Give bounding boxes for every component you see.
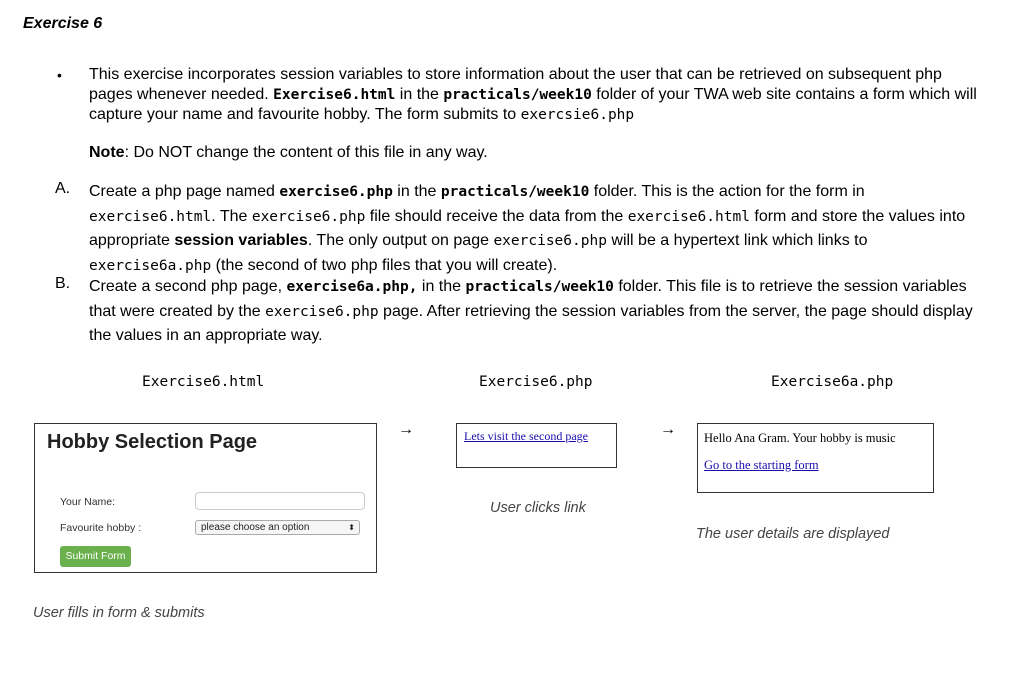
filename-exercsie6-php: exercsie6.php [520,107,635,123]
note-text: : Do NOT change the content of this file in any way. [124,144,488,161]
step-a-text: folder. This is the action for the form in [589,183,865,200]
step-a-file: exercise6.html [89,208,212,225]
hobby-label: Favourite hobby : [60,522,142,534]
hobby-select[interactable] [195,520,360,535]
step-a-text: file should receive the data from the [365,207,628,225]
hobby-select-value: please choose an option [201,522,310,533]
exercise6-php-panel [456,423,617,468]
intro-paragraph [89,65,989,126]
form-note: User fills in form & submits [33,605,205,621]
step-a-file: exercise6a.php [89,257,212,274]
step-b-paragraph [89,275,989,348]
step-b-file: exercise6.php [265,303,379,320]
step-a-paragraph [89,180,989,278]
hello-message: Hello Ana Gram. Your hobby is music [704,431,896,445]
step-a-text: (the second of two php files that you will create). [211,256,558,274]
step-a-file: exercise6.php [493,233,607,250]
step-b-text: in the [417,278,466,295]
step-b-text: folder. This file is to retrieve the session variables that were created by the [89,278,967,320]
session-variables-term: session variables [174,232,308,250]
step-a-file: exercise6.php [279,184,393,200]
step-b-text: page. After retrieving the session variables from the server, the page should display the values in an appropriate way. [89,302,973,345]
caption-exercise6-html: Exercise6.html [142,374,265,390]
step-a-text: Create a php page named [89,183,280,200]
name-label: Your Name: [60,496,116,508]
step-a-text: in the [392,183,441,200]
php-a-note: The user details are displayed [696,526,890,542]
bullet-icon: • [57,67,62,83]
php-note: User clicks link [490,500,586,516]
folder-practicals-week10: practicals/week10 [443,86,592,103]
caption-exercise6-php: Exercise6.php [479,374,593,390]
caption-exercise6a-php: Exercise6a.php [771,374,894,390]
intro-text-3: folder of your TWA web site contains a form which will capture your name and favourite hobby. The form submits to [89,85,977,123]
intro-text-2: in the [395,85,444,103]
intro-text-1: This exercise incorporates session variables to store information about the user that can be retrieved on subsequent php pages whenever needed. [89,66,942,103]
step-b-marker: B. [55,275,71,292]
note-paragraph [89,143,989,163]
step-a-folder: practicals/week10 [440,184,590,200]
step-a-text: . The only output on page [307,232,494,250]
submit-form-button[interactable]: Submit Form [60,546,131,567]
arrow-right-icon: → [660,421,676,438]
step-b-file: exercise6a.php, [286,279,418,295]
form-page-title: Hobby Selection Page [47,431,258,453]
visit-second-page-link[interactable]: Lets visit the second page [464,429,588,443]
step-b-text: Create a second php page, [89,278,287,295]
select-arrows-icon: ⬍ [348,523,355,532]
step-a-text: will be a hypertext link which links to [606,232,868,250]
note-label: Note [89,144,125,161]
exercise6a-php-panel [697,423,934,493]
step-a-file: exercise6.php [251,208,366,225]
step-a-file: exercise6.html [627,208,750,225]
name-input[interactable] [195,492,365,510]
step-a-text: . The [211,207,252,225]
exercise-title: Exercise 6 [23,15,103,32]
filename-exercise6-html: Exercise6.html [273,86,396,103]
step-a-text: form and store the values into appropriate [89,207,966,250]
step-a-marker: A. [55,180,71,197]
form-screenshot-panel [34,423,377,573]
step-b-folder: practicals/week10 [465,279,614,295]
starting-form-link[interactable]: Go to the starting form [704,458,819,472]
arrow-right-icon: → [398,421,414,438]
